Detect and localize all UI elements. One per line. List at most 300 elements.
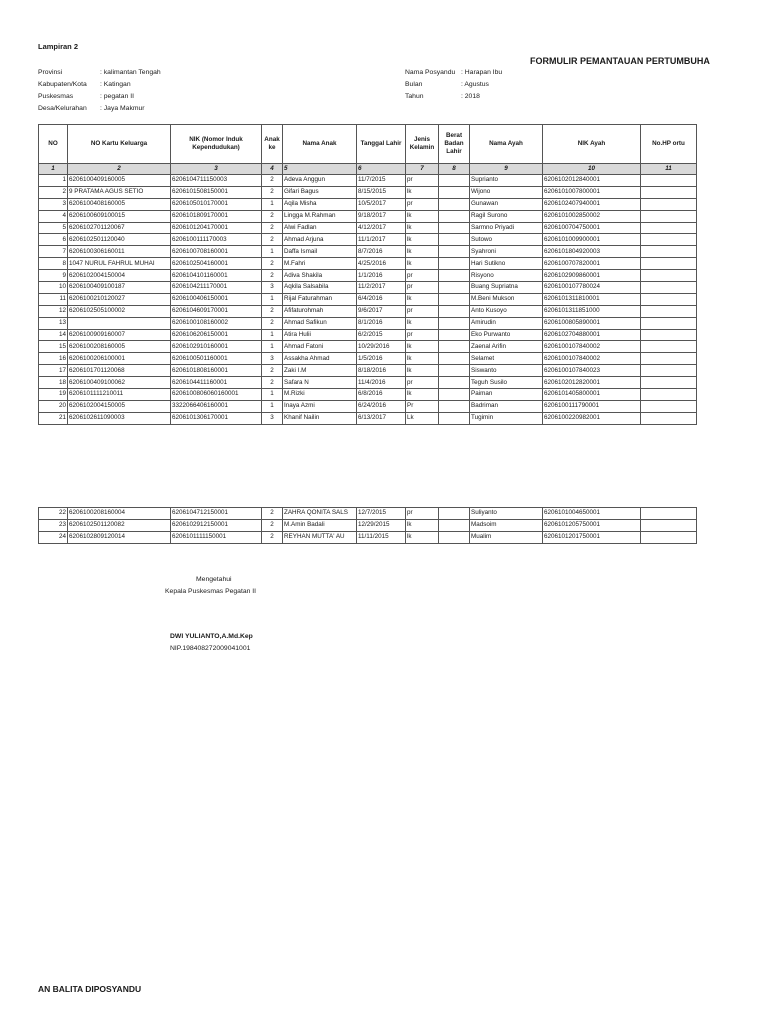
cell-berat-badan (439, 282, 470, 294)
cell-kartu-keluarga: 6206100408160005 (68, 198, 171, 210)
cell-jenis-kelamin: pr (406, 282, 439, 294)
cell-nik-ayah: 6206101201750001 (543, 531, 641, 543)
header-berat-badan: Berat Badan Lahir (439, 125, 470, 164)
cell-hp-ortu (641, 258, 697, 270)
header-anak-ke: Anak ke (262, 125, 283, 164)
column-number: 4 (262, 164, 283, 175)
header-nik-ayah: NIK Ayah (543, 125, 641, 164)
cell-anak-ke: 2 (262, 305, 283, 317)
signatory-nip: NIP.198408272009041001 (170, 645, 251, 652)
cell-nama-anak: REYHAN MUTTA' AU (283, 531, 357, 543)
cell-berat-badan (439, 531, 470, 543)
cell-jenis-kelamin: lk (406, 234, 439, 246)
cell-nik-ayah: 6206100805890001 (543, 317, 641, 329)
cell-nama-ayah: Teguh Susilo (470, 377, 543, 389)
cell-nik: 6206100708160001 (171, 246, 262, 258)
cell-nama-ayah: Ragil Surono (470, 210, 543, 222)
cell-tanggal-lahir: 4/25/2016 (357, 258, 406, 270)
data-table (38, 124, 697, 425)
cell-tanggal-lahir: 11/11/2015 (357, 531, 406, 543)
cell-nama-anak: M.Fahri (283, 258, 357, 270)
cell-nik-ayah: 6206102407940001 (543, 198, 641, 210)
table-row (39, 282, 697, 294)
cell-kartu-keluarga: 6206102004150005 (68, 400, 171, 412)
cell-jenis-kelamin: lk (406, 317, 439, 329)
cell-kartu-keluarga: 6206100210120027 (68, 293, 171, 305)
cell-berat-badan (439, 210, 470, 222)
cell-nik: 6206100108160002 (171, 317, 262, 329)
cell-jenis-kelamin: lk (406, 222, 439, 234)
cell-no: 1 (39, 175, 68, 187)
cell-anak-ke: 2 (262, 270, 283, 282)
cell-kartu-keluarga: 6206101111210011 (68, 389, 171, 401)
table-row (39, 353, 697, 365)
column-number: 3 (171, 164, 262, 175)
cell-nama-ayah: Siswanto (470, 365, 543, 377)
cell-nama-anak: Alwi Fadlan (283, 222, 357, 234)
cell-berat-badan (439, 186, 470, 198)
cell-nama-ayah: Amirudin (470, 317, 543, 329)
table-row (39, 246, 697, 258)
cell-nik: 6206102912150001 (171, 519, 262, 531)
cell-anak-ke: 2 (262, 377, 283, 389)
column-number: 2 (68, 164, 171, 175)
cell-anak-ke: 3 (262, 353, 283, 365)
cell-jenis-kelamin: lk (406, 519, 439, 531)
cell-nik: 6206106206150001 (171, 329, 262, 341)
cell-anak-ke: 1 (262, 400, 283, 412)
cell-jenis-kelamin: pr (406, 329, 439, 341)
cell-hp-ortu (641, 389, 697, 401)
cell-berat-badan (439, 353, 470, 365)
data-table-continued (38, 507, 697, 544)
cell-anak-ke: 1 (262, 198, 283, 210)
cell-nik: 6206100501160001 (171, 353, 262, 365)
info-posyandu: Nama Posyandu : Harapan Ibu (405, 69, 503, 76)
cell-nama-anak: Inaya Azmi (283, 400, 357, 412)
cell-hp-ortu (641, 305, 697, 317)
cell-berat-badan (439, 305, 470, 317)
column-number-row (39, 164, 697, 175)
cell-berat-badan (439, 400, 470, 412)
cell-kartu-keluarga: 6206102611090003 (68, 412, 171, 424)
cell-hp-ortu (641, 186, 697, 198)
cell-hp-ortu (641, 282, 697, 294)
cell-nik: 6206100406150001 (171, 293, 262, 305)
cell-nik: 6206101306170001 (171, 412, 262, 424)
cell-tanggal-lahir: 6/24/2016 (357, 400, 406, 412)
column-number: 7 (406, 164, 439, 175)
cell-jenis-kelamin: lk (406, 353, 439, 365)
cell-no: 14 (39, 329, 68, 341)
cell-berat-badan (439, 341, 470, 353)
cell-no: 5 (39, 222, 68, 234)
form-title-continued: AN BALITA DIPOSYANDU (38, 984, 142, 994)
cell-no: 22 (39, 508, 68, 520)
table-row (39, 198, 697, 210)
kepala-puskesmas-text: Kepala Puskesmas Pegatan II (165, 588, 257, 595)
column-number: 11 (641, 164, 697, 175)
cell-jenis-kelamin: pr (406, 175, 439, 187)
table-row (39, 186, 697, 198)
cell-kartu-keluarga: 6206100409100062 (68, 377, 171, 389)
cell-tanggal-lahir: 6/8/2016 (357, 389, 406, 401)
cell-nik-ayah: 6206100107840023 (543, 365, 641, 377)
cell-nama-ayah: Buang Supriatna (470, 282, 543, 294)
cell-nik-ayah: 6206100707820001 (543, 258, 641, 270)
cell-nama-anak: Assakha Ahmad (283, 353, 357, 365)
cell-no: 6 (39, 234, 68, 246)
cell-no: 10 (39, 282, 68, 294)
cell-nama-ayah: Anto Kusoyo (470, 305, 543, 317)
cell-tanggal-lahir: 8/1/2016 (357, 317, 406, 329)
cell-jenis-kelamin: lk (406, 389, 439, 401)
cell-no: 23 (39, 519, 68, 531)
cell-nik: 6206101508150001 (171, 186, 262, 198)
table-row (39, 377, 697, 389)
cell-nama-ayah: Paiman (470, 389, 543, 401)
table-row (39, 175, 697, 187)
cell-nik: 6206102910160001 (171, 341, 262, 353)
cell-no: 9 (39, 270, 68, 282)
table-row (39, 270, 697, 282)
cell-anak-ke: 1 (262, 341, 283, 353)
table-row (39, 365, 697, 377)
cell-anak-ke: 2 (262, 186, 283, 198)
cell-nama-ayah: Wijono (470, 186, 543, 198)
column-number: 6 (357, 164, 406, 175)
cell-nik-ayah: 6206101009900001 (543, 234, 641, 246)
cell-nama-anak: Safara N (283, 377, 357, 389)
cell-nik-ayah: 6206102012820001 (543, 377, 641, 389)
cell-no: 17 (39, 365, 68, 377)
cell-jenis-kelamin: lk (406, 258, 439, 270)
table-row (39, 210, 697, 222)
cell-tanggal-lahir: 8/18/2016 (357, 365, 406, 377)
cell-jenis-kelamin: pr (406, 508, 439, 520)
cell-jenis-kelamin: lk (406, 186, 439, 198)
cell-anak-ke: 3 (262, 282, 283, 294)
cell-jenis-kelamin: lk (406, 210, 439, 222)
cell-kartu-keluarga: 6206102501120082 (68, 519, 171, 531)
cell-no: 12 (39, 305, 68, 317)
cell-anak-ke: 1 (262, 329, 283, 341)
cell-nik: 6206104101160001 (171, 270, 262, 282)
cell-jenis-kelamin: lk (406, 293, 439, 305)
cell-kartu-keluarga: 6206100609100015 (68, 210, 171, 222)
cell-tanggal-lahir: 8/15/2015 (357, 186, 406, 198)
cell-nik-ayah: 6206100220982001 (543, 412, 641, 424)
cell-no: 15 (39, 341, 68, 353)
cell-nik-ayah: 6206101804920003 (543, 246, 641, 258)
table-row (39, 234, 697, 246)
cell-nik-ayah: 6206102909860001 (543, 270, 641, 282)
info-desa: Desa/Kelurahan : Jaya Makmur (38, 105, 145, 112)
cell-kartu-keluarga: 6206100409100187 (68, 282, 171, 294)
cell-nik-ayah: 6206101311851000 (543, 305, 641, 317)
info-right (405, 69, 502, 105)
table-row (39, 519, 697, 531)
info-bulan: Bulan : Agustus (405, 81, 489, 88)
cell-hp-ortu (641, 400, 697, 412)
cell-nik-ayah: 6206100107840002 (543, 341, 641, 353)
cell-nama-anak: Ahmad Safikun (283, 317, 357, 329)
cell-nama-anak: Lingga M.Rahman (283, 210, 357, 222)
cell-tanggal-lahir: 1/1/2016 (357, 270, 406, 282)
cell-nama-anak: Daffa Ismail (283, 246, 357, 258)
cell-nik-ayah: 6206101004650001 (543, 508, 641, 520)
cell-jenis-kelamin: Pr (406, 400, 439, 412)
cell-kartu-keluarga: 1047 NURUL FAHRUL MUHAI (68, 258, 171, 270)
cell-nik-ayah: 6206101205750001 (543, 519, 641, 531)
cell-hp-ortu (641, 329, 697, 341)
cell-nik: 6206104609170001 (171, 305, 262, 317)
cell-nama-anak: Ahmad Arjuna (283, 234, 357, 246)
cell-nama-ayah: Mualim (470, 531, 543, 543)
cell-kartu-keluarga: 6206102004150004 (68, 270, 171, 282)
cell-no: 13 (39, 317, 68, 329)
info-left (38, 69, 161, 117)
cell-nik-ayah: 6206102704880001 (543, 329, 641, 341)
cell-nama-ayah: Eko Purwanto (470, 329, 543, 341)
cell-anak-ke: 2 (262, 508, 283, 520)
column-number: 5 (283, 164, 357, 175)
column-number: 10 (543, 164, 641, 175)
cell-nama-anak: Rijal Faturahman (283, 293, 357, 305)
cell-nik: 6206104211170001 (171, 282, 262, 294)
cell-nik-ayah: 6206100107780024 (543, 282, 641, 294)
cell-kartu-keluarga: 9 PRATAMA AGUS SETIO (68, 186, 171, 198)
cell-no: 19 (39, 389, 68, 401)
cell-nik: 3322066406160001 (171, 400, 262, 412)
cell-no: 2 (39, 186, 68, 198)
cell-kartu-keluarga: 6206102505100002 (68, 305, 171, 317)
cell-nik-ayah: 6206100107840002 (543, 353, 641, 365)
cell-nama-ayah: Gunawan (470, 198, 543, 210)
header-no: NO (39, 125, 68, 164)
cell-hp-ortu (641, 210, 697, 222)
cell-no: 18 (39, 377, 68, 389)
cell-jenis-kelamin: pr (406, 377, 439, 389)
cell-nama-ayah: Syahroni (470, 246, 543, 258)
cell-hp-ortu (641, 222, 697, 234)
cell-nama-anak: Aqila Misha (283, 198, 357, 210)
cell-anak-ke: 2 (262, 365, 283, 377)
header-tanggal-lahir: Tanggal Lahir (357, 125, 406, 164)
cell-berat-badan (439, 317, 470, 329)
table-row (39, 400, 697, 412)
cell-no: 20 (39, 400, 68, 412)
cell-nama-ayah: Tugimin (470, 412, 543, 424)
cell-no: 8 (39, 258, 68, 270)
cell-anak-ke: 2 (262, 531, 283, 543)
cell-nama-anak: ZAHRA QONITA SALS (283, 508, 357, 520)
cell-berat-badan (439, 270, 470, 282)
header-nama-anak: Nama Anak (283, 125, 357, 164)
cell-nama-anak: Afifaturohmah (283, 305, 357, 317)
header-hp-ortu: No.HP ortu (641, 125, 697, 164)
cell-hp-ortu (641, 377, 697, 389)
cell-anak-ke: 1 (262, 293, 283, 305)
cell-hp-ortu (641, 519, 697, 531)
cell-berat-badan (439, 234, 470, 246)
column-number: 8 (439, 164, 470, 175)
cell-hp-ortu (641, 508, 697, 520)
cell-anak-ke: 1 (262, 246, 283, 258)
cell-nama-ayah: Madsoim (470, 519, 543, 531)
cell-nama-ayah: Hari Sutikno (470, 258, 543, 270)
cell-nama-ayah: Zaenal Arifin (470, 341, 543, 353)
cell-jenis-kelamin: Lk (406, 412, 439, 424)
cell-hp-ortu (641, 246, 697, 258)
cell-berat-badan (439, 222, 470, 234)
cell-nama-anak: Zaki I.M (283, 365, 357, 377)
cell-hp-ortu (641, 531, 697, 543)
cell-nik-ayah: 6206101405800001 (543, 389, 641, 401)
form-title: FORMULIR PEMANTAUAN PERTUMBUHA (530, 56, 710, 66)
column-number: 1 (39, 164, 68, 175)
cell-kartu-keluarga (68, 317, 171, 329)
cell-tanggal-lahir: 9/18/2017 (357, 210, 406, 222)
header-jenis-kelamin: Jenis Kelamin (406, 125, 439, 164)
cell-berat-badan (439, 508, 470, 520)
column-number: 9 (470, 164, 543, 175)
cell-jenis-kelamin: lk (406, 341, 439, 353)
cell-nama-anak: Khanif Nailin (283, 412, 357, 424)
cell-berat-badan (439, 389, 470, 401)
cell-tanggal-lahir: 11/2/2017 (357, 282, 406, 294)
info-provinsi: Provinsi : kalimantan Tengah (38, 69, 161, 76)
cell-jenis-kelamin: lk (406, 365, 439, 377)
cell-berat-badan (439, 175, 470, 187)
cell-tanggal-lahir: 6/13/2017 (357, 412, 406, 424)
cell-kartu-keluarga: 6206100208160004 (68, 508, 171, 520)
cell-kartu-keluarga: 6206101701120068 (68, 365, 171, 377)
cell-nama-ayah: M.Beni Mukson (470, 293, 543, 305)
cell-anak-ke: 2 (262, 519, 283, 531)
cell-berat-badan (439, 329, 470, 341)
cell-hp-ortu (641, 293, 697, 305)
cell-nik-ayah: 6206101007800001 (543, 186, 641, 198)
info-tahun: Tahun : 2018 (405, 93, 480, 100)
cell-nama-ayah: Sutowo (470, 234, 543, 246)
header-kk: NO Kartu Keluarga (68, 125, 171, 164)
cell-tanggal-lahir: 11/1/2017 (357, 234, 406, 246)
cell-nama-anak: Adeva Anggun (283, 175, 357, 187)
cell-nik-ayah: 6206101311810001 (543, 293, 641, 305)
cell-hp-ortu (641, 353, 697, 365)
cell-tanggal-lahir: 4/12/2017 (357, 222, 406, 234)
cell-hp-ortu (641, 198, 697, 210)
cell-kartu-keluarga: 6206102501120040 (68, 234, 171, 246)
cell-nik: 6206104712150001 (171, 508, 262, 520)
cell-nama-anak: Ahmad Fatoni (283, 341, 357, 353)
cell-anak-ke: 3 (262, 412, 283, 424)
cell-anak-ke: 2 (262, 258, 283, 270)
table-row (39, 222, 697, 234)
cell-jenis-kelamin: lk (406, 531, 439, 543)
table-row (39, 508, 697, 520)
cell-no: 21 (39, 412, 68, 424)
header-row (39, 125, 697, 164)
cell-jenis-kelamin: pr (406, 305, 439, 317)
cell-hp-ortu (641, 317, 697, 329)
table-body (39, 175, 697, 425)
table-row (39, 258, 697, 270)
signatory-name: DWI YULIANTO,A.Md.Kep (170, 633, 253, 640)
cell-tanggal-lahir: 8/7/2016 (357, 246, 406, 258)
cell-no: 16 (39, 353, 68, 365)
cell-tanggal-lahir: 11/4/2016 (357, 377, 406, 389)
cell-nama-anak: M.Rizki (283, 389, 357, 401)
cell-tanggal-lahir: 10/29/2016 (357, 341, 406, 353)
cell-berat-badan (439, 377, 470, 389)
cell-nik: 6206102504160001 (171, 258, 262, 270)
cell-nik: 6206104411160001 (171, 377, 262, 389)
cell-berat-badan (439, 246, 470, 258)
cell-nama-ayah: Sarmno Priyadi (470, 222, 543, 234)
cell-kartu-keluarga: 6206100306160011 (68, 246, 171, 258)
cell-nama-anak: Atira Hulii (283, 329, 357, 341)
cell-anak-ke: 2 (262, 210, 283, 222)
cell-tanggal-lahir: 12/29/2015 (357, 519, 406, 531)
cell-nik-ayah: 6206100111790001 (543, 400, 641, 412)
cell-berat-badan (439, 293, 470, 305)
cell-kartu-keluarga: 6206100909160007 (68, 329, 171, 341)
cell-anak-ke: 2 (262, 222, 283, 234)
cell-nama-anak: M.Amin Badali (283, 519, 357, 531)
cell-berat-badan (439, 258, 470, 270)
cell-nama-ayah: Suprianto (470, 175, 543, 187)
cell-nik: 6206101111150001 (171, 531, 262, 543)
cell-hp-ortu (641, 270, 697, 282)
info-puskesmas: Puskesmas : pegatan II (38, 93, 135, 100)
cell-hp-ortu (641, 365, 697, 377)
cell-nama-anak: Adiva Shakila (283, 270, 357, 282)
cell-tanggal-lahir: 12/7/2015 (357, 508, 406, 520)
mengetahui-text: Mengetahui (196, 576, 232, 583)
cell-nama-anak: Aqkila Salsabila (283, 282, 357, 294)
header-nik: NIK (Nomor Induk Kependudukan) (171, 125, 262, 164)
cell-no: 7 (39, 246, 68, 258)
header-nama-ayah: Nama Ayah (470, 125, 543, 164)
table-row (39, 317, 697, 329)
table-row (39, 329, 697, 341)
cell-nik: 6206105010170001 (171, 198, 262, 210)
cell-tanggal-lahir: 10/5/2017 (357, 198, 406, 210)
cell-nama-ayah: Badriman (470, 400, 543, 412)
cell-kartu-keluarga: 6206102809120014 (68, 531, 171, 543)
cell-jenis-kelamin: lk (406, 246, 439, 258)
lampiran-label: Lampiran 2 (38, 42, 79, 51)
cell-no: 4 (39, 210, 68, 222)
cell-kartu-keluarga: 6206100206100001 (68, 353, 171, 365)
cell-no: 3 (39, 198, 68, 210)
cell-berat-badan (439, 365, 470, 377)
cell-nik: 6206100806060160001 (171, 389, 262, 401)
cell-nama-ayah: Selamet (470, 353, 543, 365)
cell-kartu-keluarga: 6206102701120067 (68, 222, 171, 234)
cell-nik-ayah: 6206101002850002 (543, 210, 641, 222)
cell-no: 11 (39, 293, 68, 305)
cell-hp-ortu (641, 341, 697, 353)
cell-berat-badan (439, 519, 470, 531)
cell-nik-ayah: 6206100704750001 (543, 222, 641, 234)
cell-kartu-keluarga: 6206100208160005 (68, 341, 171, 353)
cell-tanggal-lahir: 6/4/2016 (357, 293, 406, 305)
cell-anak-ke: 2 (262, 317, 283, 329)
cell-nik: 6206100111170003 (171, 234, 262, 246)
